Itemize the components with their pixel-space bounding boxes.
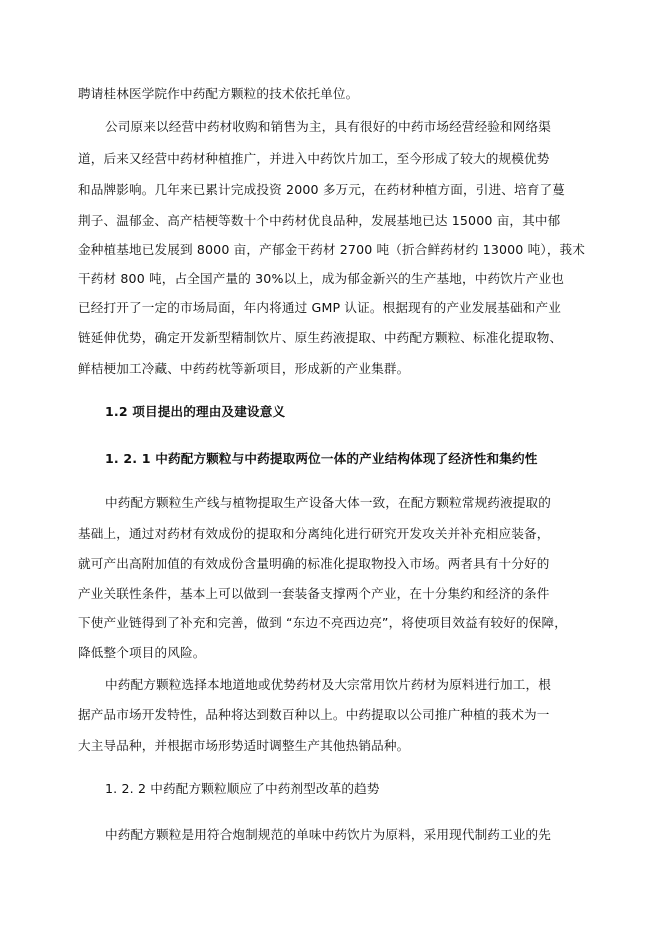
paragraph-line: 降低整个项目的风险。: [78, 645, 206, 660]
paragraph-line: 道，后来又经营中药材种植推广，并进入中药饮片加工，至今形成了较大的规模优势: [78, 151, 550, 166]
paragraph-line: 金种植基地已发展到 8000 亩，产郁金干药材 2700 吨（折合鲜药材约 13000 吨），莪术: [78, 242, 586, 257]
paragraph-line: 产业关联性条件，基本上可以做到一套装备支撑两个产业，在十分集约和经济的条件: [78, 586, 550, 601]
paragraph-line: 聘请桂林医学院作中药配方颗粒的技术依托单位。: [78, 86, 359, 101]
paragraph-line: 中药配方颗粒生产线与植物提取生产设备大体一致，在配方颗粒常规药液提取的: [105, 495, 552, 510]
paragraph-line: 已经打开了一定的市场局面，年内将通过 GMP 认证。根据现有的产业发展基础和产业: [78, 300, 562, 315]
paragraph-line: 干药材 800 吨，占全国产量的 30%以上，成为郁金新兴的生产基地，中药饮片产业也: [78, 271, 564, 286]
paragraph-line: 和品牌影响。几年来已累计完成投资 2000 多万元，在药材种植方面，引进、培育了蔓: [78, 182, 565, 197]
paragraph-line: 大主导品种，并根据市场形势适时调整生产其他热销品种。: [78, 738, 410, 753]
paragraph-line: 链延伸优势，确定开发新型精制饮片、原生药液提取、中药配方颗粒、标准化提取物、: [78, 330, 563, 345]
paragraph-line: 据产品市场开发特性，品种将达到数百种以上。中药提取以公司推广种植的莪术为一: [78, 707, 550, 722]
paragraph-line: 鲜桔梗加工冷藏、中药药枕等新项目，形成新的产业集群。: [78, 361, 410, 376]
paragraph-line: 中药配方颗粒选择本地道地或优势药材及大宗常用饮片药材为原料进行加工，根: [105, 677, 552, 692]
paragraph-line: 下使产业链得到了补充和完善，做到 “东边不亮西边亮”，将使项目效益有较好的保障，: [78, 615, 568, 630]
paragraph-line: 荆子、温郁金、高产桔梗等数十个中药材优良品种，发展基地已达 15000 亩，其中郁: [78, 213, 561, 228]
paragraph-line: 就可产出高附加值的有效成份含量明确的标准化提取物投入市场。两者具有十分好的: [78, 556, 550, 571]
paragraph-line: 公司原来以经营中药材收购和销售为主，具有很好的中药市场经营经验和网络渠: [105, 119, 552, 134]
paragraph-line: 中药配方颗粒是用符合炮制规范的单味中药饮片为原料，采用现代制药工业的先: [105, 827, 552, 842]
subsection-heading: 1. 2. 2 中药配方颗粒顺应了中药剂型改革的趋势: [105, 781, 380, 796]
paragraph-line: 基础上，通过对药材有效成份的提取和分离纯化进行研究开发攻关并补充相应装备，: [78, 526, 550, 541]
subsection-heading: 1. 2. 1 中药配方颗粒与中药提取两位一体的产业结构体现了经济性和集约性: [105, 451, 538, 466]
section-heading: 1.2 项目提出的理由及建设意义: [105, 404, 286, 419]
